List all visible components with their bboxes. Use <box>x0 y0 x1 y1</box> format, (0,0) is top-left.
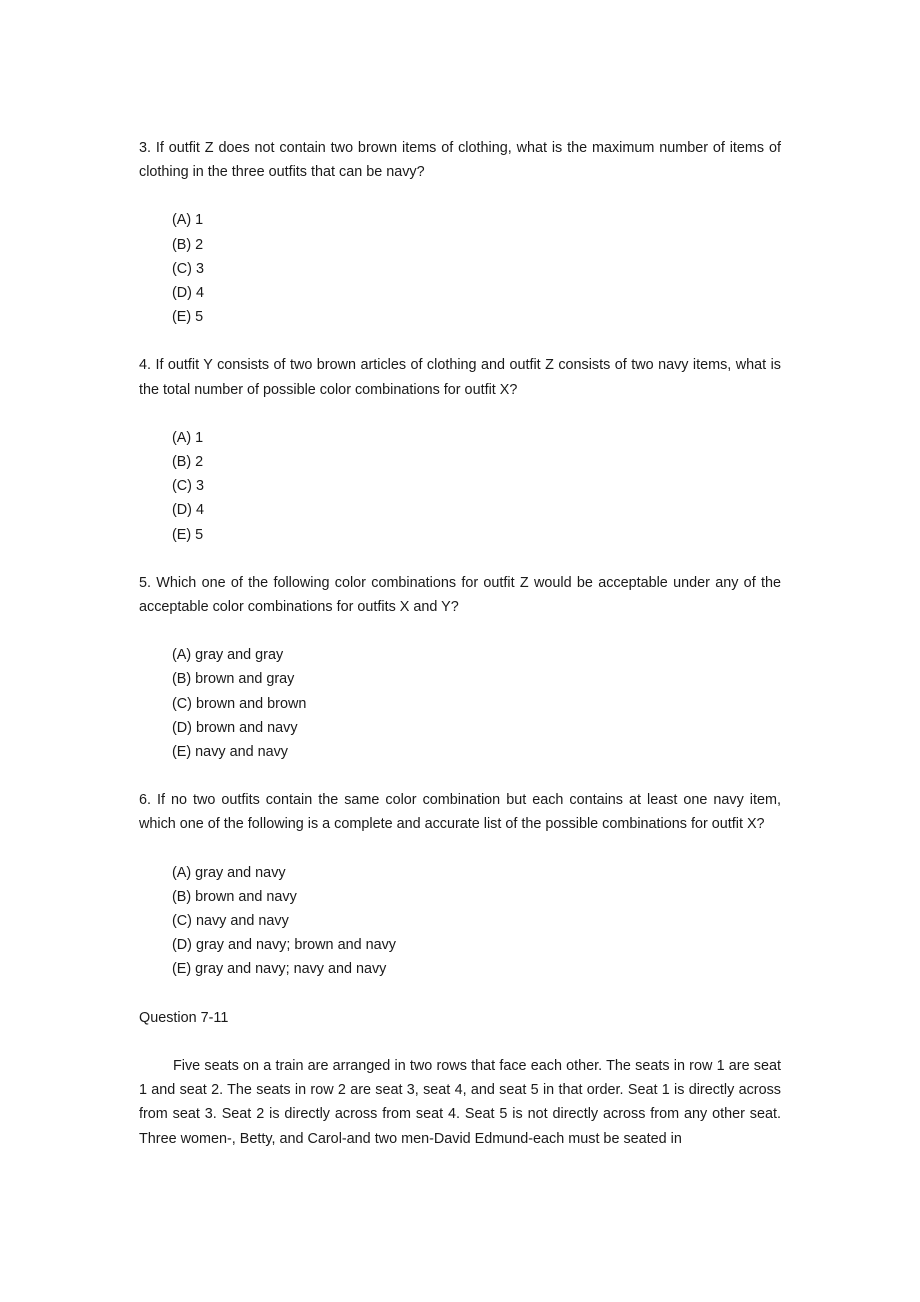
question-4 <box>139 353 781 546</box>
answer-choice: (A) 1 <box>172 429 204 446</box>
answer-choice: (A) gray and gray <box>172 647 284 664</box>
question-5 <box>139 571 781 764</box>
section-title: Question 7-11 <box>139 1009 229 1026</box>
answer-choice: (C) navy and navy <box>172 913 289 930</box>
answer-choice: (D) 4 <box>172 502 204 519</box>
answer-choice: (A) 1 <box>172 212 204 229</box>
answer-choice: (E) 5 <box>172 526 204 543</box>
answer-choice: (D) gray and navy; brown and navy <box>172 937 396 954</box>
answer-choice: (C) 3 <box>172 260 204 277</box>
answer-choices <box>172 426 781 547</box>
answer-choice: (E) navy and navy <box>172 744 288 761</box>
question-text: 3. If outfit Z does not contain two brown items of clothing, what is the maximum number of items of clothing in the three outfits that can be navy? <box>139 140 781 181</box>
question-6 <box>139 788 781 981</box>
answer-choices <box>172 208 781 329</box>
document-page <box>139 136 781 1151</box>
question-section <box>139 1006 781 1151</box>
passage-text: Five seats on a train are arranged in two rows that face each other. The seats in row 1 are seat 1 and seat 2. The seats in row 2 are seat 3, seat 4, and seat 5 in that order. Seat 1 is directly across from seat 3. Seat 2 is directly across from seat 4. Seat 5 is not directly across from any other seat. Three women-, Betty, and Carol-and two men-David Edmund-each must be seated in <box>139 1057 781 1147</box>
answer-choice: (D) brown and navy <box>172 719 298 736</box>
answer-choice: (C) 3 <box>172 478 204 495</box>
answer-choices <box>172 861 781 982</box>
answer-choices <box>172 643 781 764</box>
answer-choice: (B) 2 <box>172 454 204 471</box>
answer-choice: (B) brown and gray <box>172 671 295 688</box>
question-3 <box>139 136 781 329</box>
answer-choice: (D) 4 <box>172 285 204 302</box>
question-text: 6. If no two outfits contain the same color combination but each contains at least one navy item, which one of the following is a complete and accurate list of the possible combinations for outfit X? <box>139 792 781 833</box>
question-text: 5. Which one of the following color combinations for outfit Z would be acceptable under any of the acceptable color combinations for outfits X and Y? <box>139 574 781 616</box>
answer-choice: (E) gray and navy; navy and navy <box>172 961 387 978</box>
answer-choice: (A) gray and navy <box>172 864 286 881</box>
answer-choice: (B) brown and navy <box>172 888 297 905</box>
question-text: 4. If outfit Y consists of two brown articles of clothing and outfit Z consists of two navy items, what is the total number of possible color combinations for outfit X? <box>139 357 781 398</box>
answer-choice: (C) brown and brown <box>172 695 307 712</box>
answer-choice: (B) 2 <box>172 236 204 253</box>
answer-choice: (E) 5 <box>172 309 204 326</box>
